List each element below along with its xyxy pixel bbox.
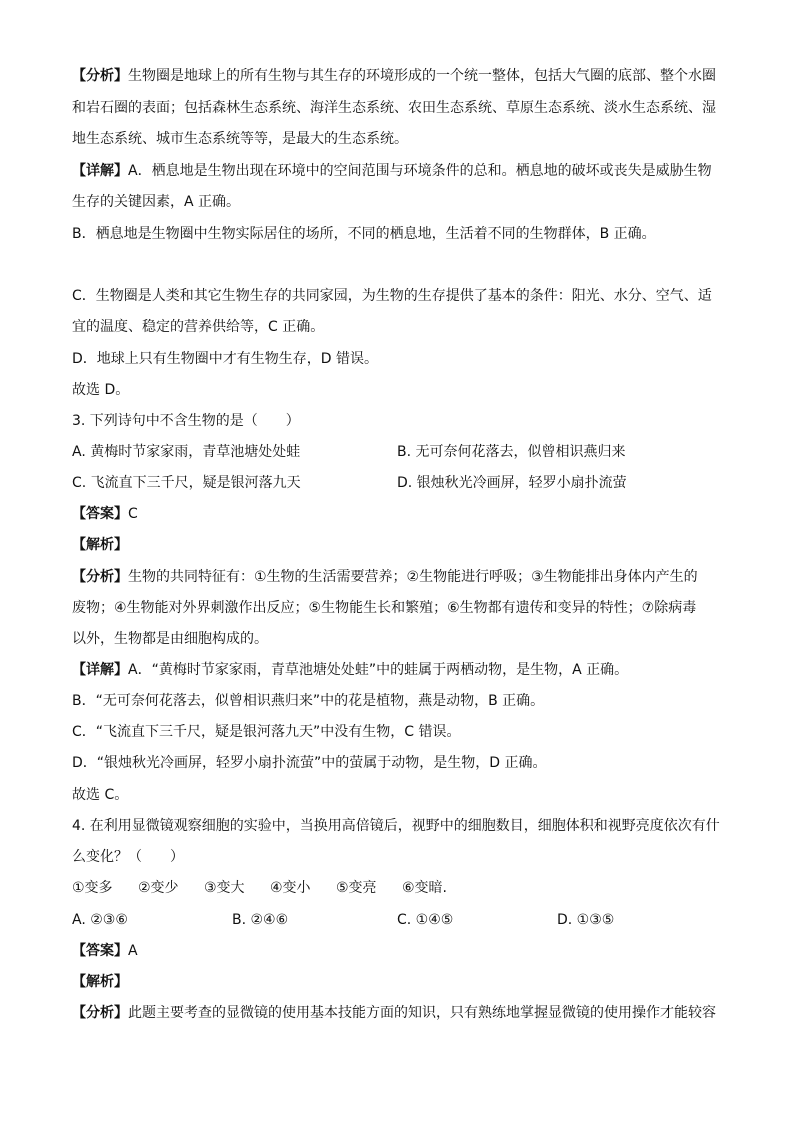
q2-detail-a-line-1: [72, 161, 742, 181]
q2-detail-c-line-1: C．生物圈是人类和其它生物生存的共同家园，为生物的生存提供了基本的条件：阳光、水分、空气、适: [72, 288, 712, 304]
q3-option-c: C. 飞流直下三千尺，疑是银河落九天: [72, 475, 301, 491]
q3-detail-d: D．“银烛秋光冷画屏，轻罗小扇扑流萤”中的萤属于动物，是生物，D 正确。: [72, 755, 547, 771]
q3-detail-c: C．“飞流直下三千尺，疑是银河落九天”中没有生物，C 错误。: [72, 724, 461, 740]
q4-option-d: D. ①③⑤: [557, 912, 615, 928]
q3-option-d: D. 银烛秋光冷画屏，轻罗小扇扑流萤: [397, 475, 627, 491]
q2-analysis-text-1: 生物圈是地球上的所有生物与其生存的环境形成的一个统一整体，包括大气圈的底部、整个水圈: [128, 68, 716, 84]
q3-stem: 3. 下列诗句中不含生物的是（ ）: [72, 413, 300, 429]
q3-analysis-line-1: [72, 567, 742, 587]
q2-detail-b: B．栖息地是生物圈中生物实际居住的场所，不同的栖息地，生活着不同的生物群体，B 正确。: [72, 226, 656, 242]
q2-analysis-line-3: 地生态系统、城市生态系统等等，是最大的生态系统。: [72, 131, 408, 147]
q2-analysis-line-2: 和岩石圈的表面；包括森林生态系统、海洋生态系统、农田生态系统、草原生态系统、淡水生态系统、湿: [72, 100, 716, 116]
q3-analysis-text-1: 生物的共同特征有：①生物的生活需要营养；②生物能进行呼吸；③生物能排出身体内产生的: [128, 569, 698, 585]
q4-item-1: ①变多: [72, 880, 113, 896]
q4-item-3: ③变大: [204, 880, 245, 896]
q3-detail-b: B．“无可奈何花落去，似曾相识燕归来”中的花是植物，燕是动物，B 正确。: [72, 693, 545, 709]
q3-answer-line: [72, 504, 742, 524]
q3-analysis-line-2: 废物；④生物能对外界刺激作出反应；⑤生物能生长和繁殖；⑥生物都有遗传和变异的特性；⑦除病毒: [72, 600, 697, 616]
q4-item-2: ②变少: [138, 880, 179, 896]
explain-tag: 【解析】: [72, 974, 128, 990]
analysis-tag: 【分析】: [72, 569, 128, 585]
q3-answer: C: [128, 506, 138, 522]
analysis-tag: 【分析】: [72, 1005, 128, 1021]
q3-option-a: A. 黄梅时节家家雨，青草池塘处处蛙: [72, 444, 301, 460]
q2-analysis-line-1: [72, 66, 742, 86]
q4-answer: A: [128, 943, 138, 959]
q4-option-c: C. ①④⑤: [397, 912, 454, 928]
detail-tag: 【详解】: [72, 163, 128, 179]
q3-option-b: B. 无可奈何花落去，似曾相识燕归来: [397, 444, 626, 460]
q2-detail-a-line-2: 生存的关键因素，A 正确。: [72, 194, 241, 210]
q4-item-6: ⑥变暗.: [402, 880, 448, 896]
q4-item-5: ⑤变亮: [336, 880, 377, 896]
answer-tag: 【答案】: [72, 506, 128, 522]
q4-answer-line: [72, 941, 742, 961]
q4-analysis-line-1: [72, 1003, 742, 1023]
q4-stem-line-1: 4. 在利用显微镜观察细胞的实验中，当换用高倍镜后，视野中的细胞数目，细胞体积和视野亮度依次有什: [72, 818, 720, 834]
q3-conclusion: 故选 C。: [72, 787, 129, 803]
q4-explain-tag: [72, 972, 742, 992]
q2-detail-d: D．地球上只有生物圈中才有生物生存，D 错误。: [72, 351, 379, 367]
q3-detail-a-line: [72, 660, 742, 680]
q3-explain-tag: [72, 535, 742, 555]
analysis-tag: 【分析】: [72, 68, 128, 84]
q4-stem-line-2: 么变化？（ ）: [72, 849, 184, 865]
q4-item-4: ④变小: [270, 880, 311, 896]
explain-tag: 【解析】: [72, 537, 128, 553]
q4-option-b: B. ②④⑥: [232, 912, 289, 928]
q2-detail-c-line-2: 宜的温度、稳定的营养供给等，C 正确。: [72, 319, 325, 335]
q4-analysis-text-1: 此题主要考查的显微镜的使用基本技能方面的知识，只有熟练地掌握显微镜的使用操作才能较容: [128, 1005, 716, 1021]
q4-option-a: A. ②③⑥: [72, 912, 128, 928]
q2-detail-a-text-1: A．栖息地是生物出现在环境中的空间范围与环境条件的总和。栖息地的破坏或丧失是威胁生物: [128, 163, 712, 179]
q3-detail-a: A．“黄梅时节家家雨，青草池塘处处蛙”中的蛙属于两栖动物，是生物，A 正确。: [128, 662, 629, 678]
answer-tag: 【答案】: [72, 943, 128, 959]
q2-conclusion: 故选 D。: [72, 382, 130, 398]
q3-analysis-line-3: 以外，生物都是由细胞构成的。: [72, 631, 268, 647]
detail-tag: 【详解】: [72, 662, 128, 678]
